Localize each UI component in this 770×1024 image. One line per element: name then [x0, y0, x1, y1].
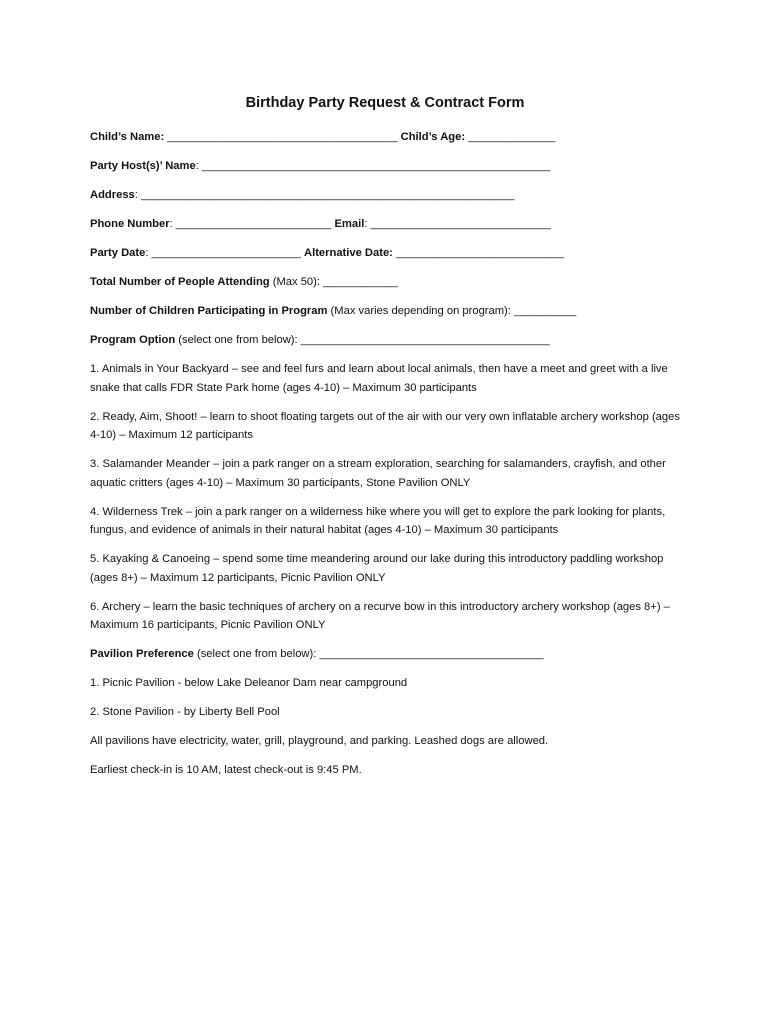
program-option-3: 3. Salamander Meander – join a park ranger on a stream exploration, searching for salamanders, crayfish, and other aquatic critters (ages 4-10) – Maximum 30 participants, Stone Pavilion ONLY	[90, 458, 666, 489]
alt-date-label: Alternative Date:	[304, 247, 393, 259]
address-line	[90, 186, 680, 205]
program-option-1: 1. Animals in Your Backyard – see and feel furs and learn about local animals, then have a meet and greet with a live snake that calls FDR State Park home (ages 4-10) – Maximum 30 participants	[90, 363, 668, 394]
host-line	[90, 157, 680, 176]
program-option-2: 2. Ready, Aim, Shoot! – learn to shoot floating targets out of the air with our very own inflatable archery workshop (ages 4-10) – Maximum 12 participants	[90, 410, 680, 441]
program-option-4: 4. Wilderness Trek – join a park ranger on a wilderness hike where you will get to explore the park looking for plants, fungus, and evidence of animals in their natural habitat (ages 4-10) – Maximum 30 participants	[90, 505, 666, 536]
program-label: Program Option	[90, 334, 176, 346]
child-name-label: Child’s Name:	[90, 131, 165, 143]
party-date-label: Party Date	[90, 247, 146, 259]
total-people-line	[90, 273, 680, 292]
program-note: (select one from below): ________________________________________	[175, 334, 550, 346]
form-title: Birthday Party Request & Contract Form	[245, 95, 525, 111]
program-line	[90, 331, 680, 350]
children-label: Number of Children Participating in Program	[90, 305, 328, 317]
total-people-note: (Max 50): ____________	[269, 276, 398, 288]
email-blank: : _____________________________	[364, 218, 551, 230]
phone-blank: : _________________________	[169, 218, 332, 230]
pavilion-amenities-note: All pavilions have electricity, water, grill, playground, and parking. Leashed dogs are allowed.	[90, 735, 549, 747]
pavilion-label: Pavilion Preference	[90, 648, 194, 660]
date-line	[90, 244, 680, 263]
pavilion-note: (select one from below): ____________________________________	[193, 648, 544, 660]
party-date-blank: : ________________________	[145, 247, 301, 259]
child-info-line	[90, 128, 680, 147]
contact-line	[90, 215, 680, 234]
host-blank: : ________________________________________________________	[195, 160, 551, 172]
alt-date-blank: ___________________________	[392, 247, 565, 259]
pavilion-line	[90, 645, 680, 664]
child-age-blank: ______________	[465, 131, 556, 143]
email-label: Email	[334, 218, 365, 230]
children-line	[90, 302, 680, 321]
total-people-label: Total Number of People Attending	[90, 276, 270, 288]
form-body	[90, 128, 680, 790]
program-option-5: 5. Kayaking & Canoeing – spend some time meandering around our lake during this introductory paddling workshop (ages 8+) – Maximum 12 participants, Picnic Pavilion ONLY	[90, 553, 664, 584]
program-option-6: 6. Archery – learn the basic techniques of archery on a recurve bow in this introductory archery workshop (ages 8+) – Maximum 16 participants, Picnic Pavilion ONLY	[90, 600, 670, 631]
pavilion-option-1: 1. Picnic Pavilion - below Lake Deleanor Dam near campground	[90, 677, 408, 689]
host-label: Party Host(s)’ Name	[90, 160, 196, 172]
child-age-label: Child’s Age:	[400, 131, 466, 143]
child-name-blank: _____________________________________	[164, 131, 398, 143]
children-note: (Max varies depending on program): __________	[327, 305, 577, 317]
address-label: Address	[90, 189, 135, 201]
phone-label: Phone Number	[90, 218, 170, 230]
pavilion-option-2: 2. Stone Pavilion - by Liberty Bell Pool	[90, 706, 280, 718]
checkin-note: Earliest check-in is 10 AM, latest check-out is 9:45 PM.	[90, 764, 362, 776]
address-blank: : ____________________________________________________________	[134, 189, 515, 201]
